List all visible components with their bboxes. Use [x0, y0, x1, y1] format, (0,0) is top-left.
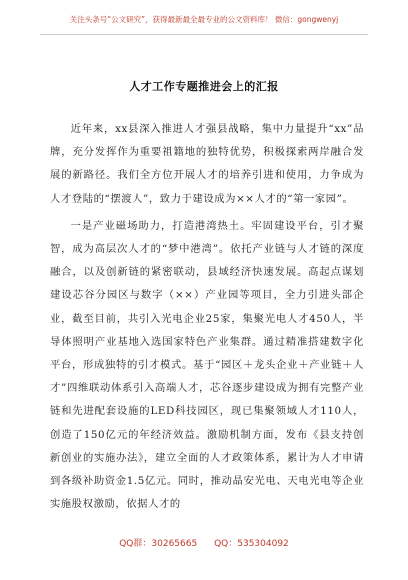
- document-body: [50, 118, 364, 520]
- document-title: 人才工作专题推进会上的汇报: [129, 80, 279, 93]
- paragraph-intro: 近年来，xx县深入推进人才强县战略，集中力量提升“xx”品牌，充分发挥作为重要祖籍地的独特优势，积极探索两岸融合发展的新路径。我们全方位开展人才的培养引进和使用，力争成为人才登陆的“摆渡人”，致力于建设成为××人才的“第一家园”。: [50, 123, 364, 205]
- header-banner: 关注头条号“公文研究”，获得最新最全最专业的公文资料库！ 微信：gongwenyj: [69, 15, 339, 24]
- footer-qq-group: QQ群：30265665: [119, 539, 198, 549]
- footer-contact: [0, 536, 408, 549]
- paragraph-industry: 一是产业磁场助力，打造港湾热土。牢固建设平台，引才聚智，成为高层次人才的“梦中港湾”。依托产业链与人才链的深度融合，以及创新链的紧密联动，县域经济快速发展。高起点谋划建设芯谷分园区与数字（××）产业园等项目，全力引进头部企业，截至目前，共引入光电企业25家，集聚光电人才450人，半导体照明产业基地入选国家特色产业集群。通过精准搭建数字化平台，形成独特的引才模式。基于“园区＋龙头企业＋产业链＋人才”四维联动体系引入高端人才，芯谷逐步建设成为拥有完整产业链和先进配套设施的LED科技园区，现已集聚领域人才110人，创造了150亿元的年经济效益。激励机制方面，发布《县支持创新创业的实施办法》，建立全面的人才政策体系，累计为人才申请到各级补助资金1.5亿元。同时，推动晶安光电、天电光电等企业实施股权激励，依据人才的: [50, 219, 364, 511]
- header-divider: [40, 34, 368, 35]
- footer-qq: QQ：535304092: [214, 539, 289, 549]
